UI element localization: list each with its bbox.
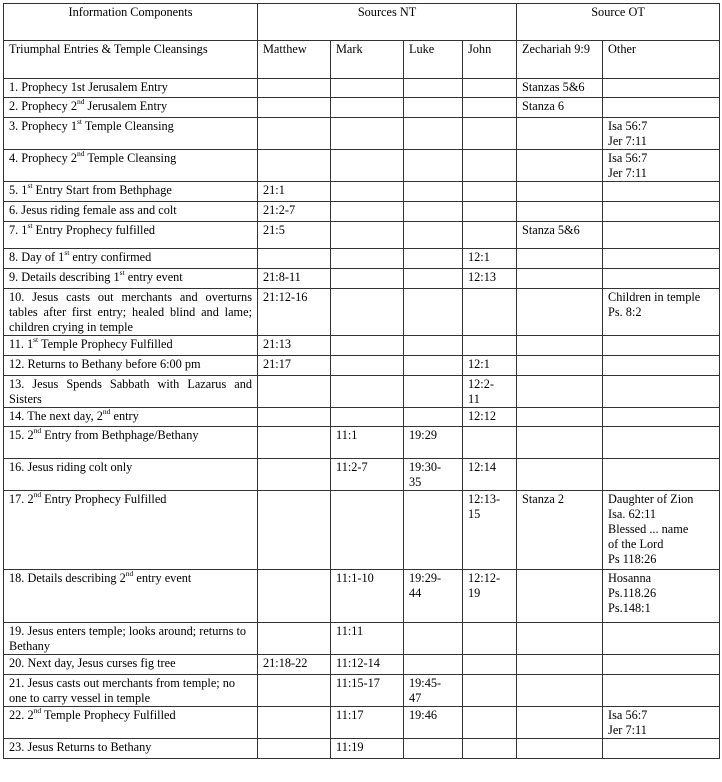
ordinal-suffix: nd xyxy=(33,705,42,715)
matthew-cell: 21:13 xyxy=(258,336,331,356)
comparison-table xyxy=(3,3,720,759)
component-text-rest: Temple Cleansing xyxy=(84,151,177,165)
other-cell xyxy=(603,249,720,269)
john-cell xyxy=(463,739,517,759)
luke-cell xyxy=(404,98,463,118)
mark-cell xyxy=(331,408,404,427)
component-text: 20. Next day, Jesus curses fig tree xyxy=(9,656,176,670)
zechariah-cell xyxy=(517,623,603,655)
mark-cell xyxy=(331,491,404,570)
john-cell: 12:12 xyxy=(463,408,517,427)
mark-cell xyxy=(331,98,404,118)
component-text-rest: Entry from Bethphage/Bethany xyxy=(41,428,199,442)
luke-cell xyxy=(404,269,463,289)
component-text-rest: Temple Prophecy Fulfilled xyxy=(38,337,173,351)
matthew-cell xyxy=(258,570,331,623)
ordinal-suffix: st xyxy=(27,180,33,190)
matthew-cell xyxy=(258,675,331,707)
component-text: 15. 2 xyxy=(9,428,34,442)
component-cell xyxy=(4,249,258,269)
zechariah-cell xyxy=(517,675,603,707)
john-cell xyxy=(463,98,517,118)
header-source-ot: Source OT xyxy=(517,4,720,41)
table-row xyxy=(4,98,720,118)
zechariah-cell xyxy=(517,202,603,222)
component-text-rest: entry confirmed xyxy=(69,250,152,264)
component-cell xyxy=(4,655,258,675)
component-cell xyxy=(4,376,258,408)
ordinal-suffix: st xyxy=(33,334,39,344)
table-row xyxy=(4,655,720,675)
other-cell xyxy=(603,655,720,675)
component-text-rest: entry event xyxy=(124,270,183,284)
component-cell xyxy=(4,459,258,491)
zechariah-cell xyxy=(517,739,603,759)
component-text: 8. Day of 1 xyxy=(9,250,65,264)
component-cell xyxy=(4,707,258,739)
mark-cell xyxy=(331,202,404,222)
table-row xyxy=(4,118,720,150)
component-cell xyxy=(4,675,258,707)
table-body xyxy=(4,79,720,759)
ordinal-suffix: nd xyxy=(76,148,85,158)
ordinal-suffix: st xyxy=(76,116,82,126)
component-text: 4. Prophecy 2 xyxy=(9,151,77,165)
subheader-title: Triumphal Entries & Temple Cleansings xyxy=(4,41,258,79)
mark-cell: 11:19 xyxy=(331,739,404,759)
luke-cell: 19:29 xyxy=(404,427,463,459)
table-row xyxy=(4,202,720,222)
column-luke: Luke xyxy=(404,41,463,79)
zechariah-cell: Stanza 5&6 xyxy=(517,222,603,249)
john-cell: 12:1 xyxy=(463,249,517,269)
zechariah-cell xyxy=(517,707,603,739)
luke-cell xyxy=(404,249,463,269)
zechariah-cell xyxy=(517,459,603,491)
matthew-cell xyxy=(258,623,331,655)
other-cell xyxy=(603,675,720,707)
john-cell xyxy=(463,118,517,150)
luke-cell xyxy=(404,182,463,202)
component-cell xyxy=(4,356,258,376)
other-cell xyxy=(603,269,720,289)
john-cell xyxy=(463,427,517,459)
component-text: 6. Jesus riding female ass and colt xyxy=(9,203,177,217)
component-cell xyxy=(4,222,258,249)
ordinal-suffix: nd xyxy=(76,96,85,106)
other-cell: Daughter of Zion Isa. 62:11 Blessed ... name of the Lord Ps 118:26 xyxy=(603,491,720,570)
mark-cell xyxy=(331,289,404,336)
other-cell xyxy=(603,202,720,222)
component-text-rest: Temple Prophecy Fulfilled xyxy=(41,708,176,722)
other-cell xyxy=(603,459,720,491)
john-cell xyxy=(463,79,517,98)
component-text: 3. Prophecy 1 xyxy=(9,119,77,133)
john-cell xyxy=(463,289,517,336)
component-cell xyxy=(4,336,258,356)
header-sources-nt: Sources NT xyxy=(258,4,517,41)
other-cell xyxy=(603,98,720,118)
luke-cell xyxy=(404,118,463,150)
mark-cell xyxy=(331,356,404,376)
luke-cell xyxy=(404,79,463,98)
component-text: 7. 1 xyxy=(9,223,28,237)
zechariah-cell xyxy=(517,182,603,202)
component-text-rest: entry event xyxy=(133,571,192,585)
table-row xyxy=(4,336,720,356)
luke-cell xyxy=(404,623,463,655)
matthew-cell xyxy=(258,739,331,759)
table-row xyxy=(4,150,720,182)
zechariah-cell xyxy=(517,336,603,356)
john-cell xyxy=(463,655,517,675)
mark-cell: 11:11 xyxy=(331,623,404,655)
table-row xyxy=(4,491,720,570)
matthew-cell xyxy=(258,249,331,269)
zechariah-cell xyxy=(517,655,603,675)
component-text: 2. Prophecy 2 xyxy=(9,99,77,113)
john-cell xyxy=(463,150,517,182)
luke-cell xyxy=(404,336,463,356)
luke-cell: 19:45- 47 xyxy=(404,675,463,707)
component-cell xyxy=(4,150,258,182)
luke-cell: 19:30- 35 xyxy=(404,459,463,491)
ordinal-suffix: nd xyxy=(102,406,111,416)
mark-cell xyxy=(331,222,404,249)
matthew-cell xyxy=(258,79,331,98)
ordinal-suffix: nd xyxy=(125,568,134,578)
table-row xyxy=(4,289,720,336)
component-text: 16. Jesus riding colt only xyxy=(9,460,133,474)
john-cell: 12:13- 15 xyxy=(463,491,517,570)
other-cell: Isa 56:7 Jer 7:11 xyxy=(603,118,720,150)
component-text-rest: Entry Prophecy fulfilled xyxy=(32,223,156,237)
table-row xyxy=(4,222,720,249)
matthew-cell: 21:12-16 xyxy=(258,289,331,336)
luke-cell: 19:29- 44 xyxy=(404,570,463,623)
column-zechariah: Zechariah 9:9 xyxy=(517,41,603,79)
component-text-rest: Jerusalem Entry xyxy=(84,99,168,113)
other-cell xyxy=(603,408,720,427)
john-cell: 12:1 xyxy=(463,356,517,376)
component-cell xyxy=(4,491,258,570)
table-row xyxy=(4,249,720,269)
table-row xyxy=(4,182,720,202)
other-cell xyxy=(603,222,720,249)
table-row xyxy=(4,269,720,289)
component-cell xyxy=(4,408,258,427)
matthew-cell xyxy=(258,491,331,570)
john-cell: 12:2- 11 xyxy=(463,376,517,408)
matthew-cell xyxy=(258,707,331,739)
component-cell xyxy=(4,570,258,623)
other-cell xyxy=(603,376,720,408)
mark-cell: 11:2-7 xyxy=(331,459,404,491)
table-row xyxy=(4,707,720,739)
matthew-cell xyxy=(258,376,331,408)
matthew-cell: 21:1 xyxy=(258,182,331,202)
component-cell xyxy=(4,182,258,202)
other-cell: Children in temple Ps. 8:2 xyxy=(603,289,720,336)
column-john: John xyxy=(463,41,517,79)
luke-cell xyxy=(404,376,463,408)
ordinal-suffix: st xyxy=(27,220,33,230)
luke-cell xyxy=(404,655,463,675)
john-cell xyxy=(463,675,517,707)
mark-cell xyxy=(331,269,404,289)
luke-cell xyxy=(404,202,463,222)
zechariah-cell xyxy=(517,570,603,623)
component-text: 18. Details describing 2 xyxy=(9,571,126,585)
matthew-cell xyxy=(258,408,331,427)
mark-cell xyxy=(331,249,404,269)
zechariah-cell xyxy=(517,427,603,459)
zechariah-cell: Stanza 2 xyxy=(517,491,603,570)
matthew-cell: 21:17 xyxy=(258,356,331,376)
john-cell xyxy=(463,707,517,739)
table-row xyxy=(4,376,720,408)
luke-cell xyxy=(404,356,463,376)
table-row xyxy=(4,459,720,491)
component-text: 23. Jesus Returns to Bethany xyxy=(9,740,152,754)
component-cell xyxy=(4,202,258,222)
luke-cell: 19:46 xyxy=(404,707,463,739)
zechariah-cell xyxy=(517,408,603,427)
mark-cell xyxy=(331,118,404,150)
component-cell xyxy=(4,269,258,289)
component-text-rest: entry xyxy=(110,409,139,423)
component-text: 22. 2 xyxy=(9,708,34,722)
ordinal-suffix: st xyxy=(64,247,70,257)
component-text: 9. Details describing 1 xyxy=(9,270,120,284)
component-text-rest: Temple Cleansing xyxy=(81,119,174,133)
matthew-cell xyxy=(258,150,331,182)
zechariah-cell xyxy=(517,118,603,150)
john-cell xyxy=(463,182,517,202)
table-row xyxy=(4,408,720,427)
zechariah-cell: Stanzas 5&6 xyxy=(517,79,603,98)
column-matthew: Matthew xyxy=(258,41,331,79)
component-text: 17. 2 xyxy=(9,492,34,506)
john-cell xyxy=(463,623,517,655)
table-row xyxy=(4,675,720,707)
john-cell xyxy=(463,222,517,249)
matthew-cell xyxy=(258,118,331,150)
matthew-cell xyxy=(258,98,331,118)
component-text: 13. Jesus Spends Sabbath with Lazarus and Sisters xyxy=(9,377,252,406)
component-text: 14. The next day, 2 xyxy=(9,409,103,423)
other-cell: Isa 56:7 Jer 7:11 xyxy=(603,707,720,739)
mark-cell: 11:17 xyxy=(331,707,404,739)
component-text: 21. Jesus casts out merchants from temple; no one to carry vessel in temple xyxy=(9,676,236,705)
ordinal-suffix: st xyxy=(119,267,125,277)
mark-cell xyxy=(331,79,404,98)
matthew-cell xyxy=(258,427,331,459)
other-cell xyxy=(603,79,720,98)
zechariah-cell xyxy=(517,376,603,408)
column-other: Other xyxy=(603,41,720,79)
other-cell xyxy=(603,427,720,459)
component-text: 11. 1 xyxy=(9,337,34,351)
matthew-cell xyxy=(258,459,331,491)
zechariah-cell: Stanza 6 xyxy=(517,98,603,118)
john-cell xyxy=(463,336,517,356)
zechariah-cell xyxy=(517,269,603,289)
mark-cell xyxy=(331,336,404,356)
mark-cell xyxy=(331,150,404,182)
zechariah-cell xyxy=(517,356,603,376)
component-cell xyxy=(4,289,258,336)
component-cell xyxy=(4,623,258,655)
other-cell: Hosanna Ps.118.26 Ps.148:1 xyxy=(603,570,720,623)
component-cell xyxy=(4,427,258,459)
luke-cell xyxy=(404,491,463,570)
john-cell xyxy=(463,202,517,222)
header-information-components: Information Components xyxy=(4,4,258,41)
component-text-rest: Entry Start from Bethphage xyxy=(32,183,172,197)
zechariah-cell xyxy=(517,150,603,182)
mark-cell: 11:12-14 xyxy=(331,655,404,675)
matthew-cell: 21:8-11 xyxy=(258,269,331,289)
table-row xyxy=(4,623,720,655)
mark-cell: 11:1-10 xyxy=(331,570,404,623)
table-row xyxy=(4,356,720,376)
zechariah-cell xyxy=(517,249,603,269)
component-text: 1. Prophecy 1st Jerusalem Entry xyxy=(9,80,168,94)
other-cell xyxy=(603,356,720,376)
matthew-cell: 21:2-7 xyxy=(258,202,331,222)
john-cell: 12:14 xyxy=(463,459,517,491)
component-text-rest: Entry Prophecy Fulfilled xyxy=(41,492,167,506)
mark-cell: 11:15-17 xyxy=(331,675,404,707)
ordinal-suffix: nd xyxy=(33,425,42,435)
other-cell xyxy=(603,182,720,202)
component-text: 5. 1 xyxy=(9,183,28,197)
component-text: 19. Jesus enters temple; looks around; returns to Bethany xyxy=(9,624,247,653)
mark-cell: 11:1 xyxy=(331,427,404,459)
luke-cell xyxy=(404,222,463,249)
table-row xyxy=(4,570,720,623)
table-row xyxy=(4,739,720,759)
component-cell xyxy=(4,739,258,759)
luke-cell xyxy=(404,289,463,336)
table-row xyxy=(4,427,720,459)
other-cell xyxy=(603,336,720,356)
other-cell xyxy=(603,623,720,655)
luke-cell xyxy=(404,150,463,182)
component-cell xyxy=(4,118,258,150)
component-cell xyxy=(4,98,258,118)
matthew-cell: 21:5 xyxy=(258,222,331,249)
table-row xyxy=(4,79,720,98)
john-cell: 12:12- 19 xyxy=(463,570,517,623)
zechariah-cell xyxy=(517,289,603,336)
ordinal-suffix: nd xyxy=(33,489,42,499)
component-text: 12. Returns to Bethany before 6:00 pm xyxy=(9,357,201,371)
other-cell xyxy=(603,739,720,759)
component-cell xyxy=(4,79,258,98)
column-mark: Mark xyxy=(331,41,404,79)
matthew-cell: 21:18-22 xyxy=(258,655,331,675)
john-cell: 12:13 xyxy=(463,269,517,289)
luke-cell xyxy=(404,739,463,759)
mark-cell xyxy=(331,182,404,202)
component-text: 10. Jesus casts out merchants and overturns tables after first entry; healed blind and lame; children crying in temple xyxy=(9,290,252,334)
other-cell: Isa 56:7 Jer 7:11 xyxy=(603,150,720,182)
luke-cell xyxy=(404,408,463,427)
mark-cell xyxy=(331,376,404,408)
